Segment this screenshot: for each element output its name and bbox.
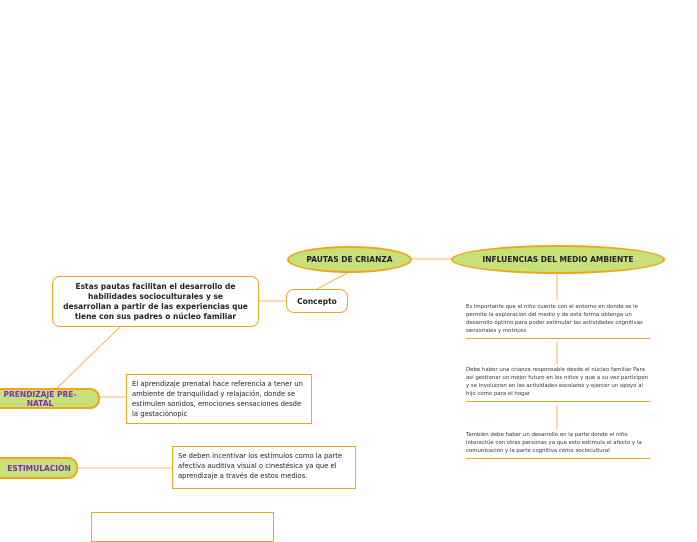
aprendizaje-description-text: El aprendizaje prenatal hace referencia a tener un ambiente de tranquilidad y relajación, donde se estimulen sonidos, emociones sensaciones desde la gestaciónopic	[132, 380, 303, 418]
concepto-node[interactable]	[286, 289, 348, 313]
pautas-de-crianza-node[interactable]	[287, 246, 412, 273]
influencias-label: INFLUENCIAS DEL MEDIO AMBIENTE	[482, 255, 634, 264]
connector-pautas-concepto	[317, 272, 349, 289]
influencias-note-1[interactable]	[466, 303, 650, 339]
estimulacion-description-text: Se deben incentivar los estímulos como la parte afectiva auditiva visual o cinestésica ya que el aprendizaje a través de estos medios.	[178, 452, 343, 480]
concepto-label: Concepto	[297, 296, 337, 306]
influencias-note-2-text: Debe haber una crianza responsable desde el núcleo familiar Para así gestionar un mejor futuro en los niños y que a su vez participen y se involucren en las actividades escolares y ejercer un apoyo al hijo como para el hogar	[466, 367, 649, 397]
aprendizaje-pre-natal-node[interactable]	[0, 388, 100, 409]
estimulacion-description-node[interactable]	[172, 446, 356, 489]
concepto-description-text: Estas pautas facilitan el desarrollo de habilidades socioculturales y se desarrollan a partir de las experiencias que tiene con sus padres o núcleo familiar	[63, 281, 248, 321]
connector-text-aprendizaje	[55, 327, 120, 390]
influencias-note-3-text: También debe haber un desarrollo en la parte donde el niño interactúe con otras personas ya que esto estimula el afecto y la comunicación y la parte cognitiva como sociocultural	[466, 432, 642, 454]
influencias-note-2[interactable]	[466, 366, 650, 402]
influencias-note-3[interactable]	[466, 431, 650, 459]
influencias-node[interactable]	[451, 245, 665, 274]
pautas-de-crianza-label: PAUTAS DE CRIANZA	[306, 255, 393, 264]
estimulacion-label: ESTIMULACIÓN	[7, 463, 71, 473]
bottom-partial-node[interactable]	[91, 512, 274, 542]
aprendizaje-description-node[interactable]	[126, 374, 312, 424]
concepto-description-node[interactable]	[52, 276, 259, 327]
aprendizaje-pre-natal-label: PRENDIZAJE PRE-NATAL	[3, 389, 77, 408]
estimulacion-node[interactable]	[0, 457, 78, 479]
influencias-note-1-text: Es importante que el niño cuente con el entorno en donde se le permite la exploración del medio y de esta forma obtenga un desarrollo óptimo para poder estimular las actividades cognitivas sensoriales y motrices	[466, 304, 643, 334]
